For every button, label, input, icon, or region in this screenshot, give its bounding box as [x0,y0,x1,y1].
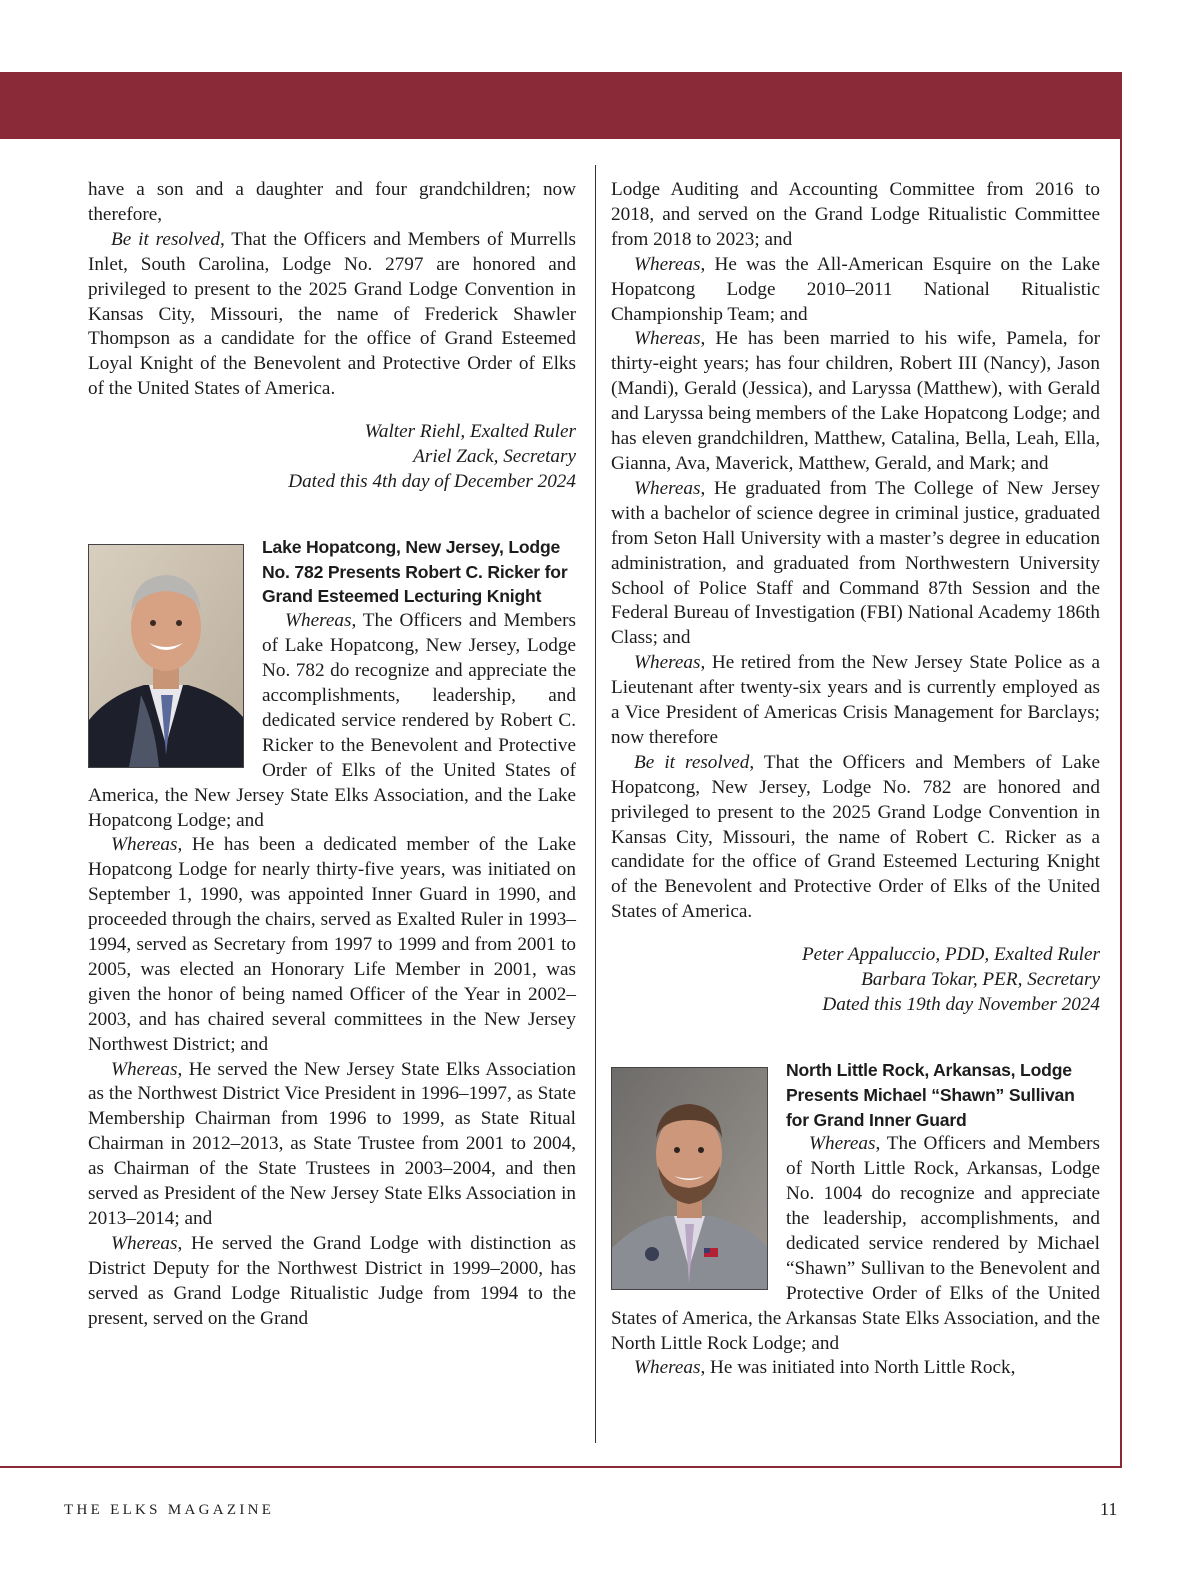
paragraph: Whereas, The Officers and Members of North Little Rock, Arkansas, Lodge No. 1004 do recognize and appreciate the leadership, accomplishments, and dedicated service rendered by Michael “Shawn” Sullivan to the Benevolent and Protective Order of Elks of the United States of America, the Arkansas State Elks Association, and the North Little Rock Lodge; and [611,1133,1100,1354]
portrait-michael-sullivan-icon [612,1068,767,1289]
portrait-robert-ricker-icon [89,545,243,767]
section-heading: Lake Hopatcong, New Jersey, Lodge No. 782 Presents Robert C. Ricker for Grand Esteemed Lecturing Knight [262,536,568,607]
paragraph: Whereas, He served the Grand Lodge with distinction as District Deputy for the Northwest District in 1999–2000, has served as Grand Lodge Ritualistic Judge from 1994 to the present, served on the Grand [88,1232,576,1329]
paragraph: Whereas, He was initiated into North Little Rock, [634,1357,1016,1379]
paragraph: Lodge Auditing and Accounting Committee from 2016 to 2018, and served on the Grand Lodge Ritualistic Committee from 2018 to 2023; and [611,179,1100,250]
page-number: 11 [1100,1499,1118,1519]
paragraph: Whereas, He graduated from The College of New Jersey with a bachelor of science degree in criminal justice, graduated from Seton Hall University with a master’s degree in education administration, and graduated from Northwestern University School of Police Staff and Command 87th Session and the Federal Bureau of Investigation (FBI) National Academy 186th Class; and [611,477,1100,649]
magazine-name: THE ELKS MAGAZINE [64,1502,275,1518]
signature-date: Dated this 19th day November 2024 [822,994,1100,1015]
header-band [0,72,1122,139]
signature-date: Dated this 4th day of December 2024 [288,470,576,492]
signature-block [611,943,1100,1018]
paragraph: Whereas, He was the All-American Esquire on the Lake Hopatcong Lodge 2010–2011 National Ritualistic Championship Team; and [611,253,1100,325]
portrait-photo [611,1067,768,1290]
paragraph: Whereas, He served the New Jersey State Elks Association as the Northwest District Vice President in 1996–1997, as State Membership Chairman from 1996 to 1999, as State Ritual Chairman in 2012–2013, as State Trustee from 2001 to 2004, as Chairman of the State Trustees in 2003–2004, and then served as President of the New Jersey State Elks Association in 2013–2014; and [88,1058,576,1230]
paragraph: Whereas, He has been a dedicated member of the Lake Hopatcong Lodge for nearly thirty-five years, was initiated on September 1, 1990, was appointed Inner Guard in 1990, and proceeded through the chairs, served as Exalted Ruler in 1993–1994, served as Secretary from 1997 to 1999 and from 2001 to 2005, was elected an Honorary Life Member in 2001, was given the honor of being named Officer of the Year in 2002–2003, and has chaired several committees in the New Jersey Northwest District; and [88,834,576,1055]
frame-bottom-rule [0,1466,1122,1468]
column-divider [595,165,596,1443]
portrait-photo [88,544,244,768]
section-heading: North Little Rock, Arkansas, Lodge Presents Michael “Shawn” Sullivan for Grand Inner Guard [786,1059,1075,1130]
right-column [611,178,1100,1381]
signature-line: Walter Riehl, Exalted Ruler [364,421,576,443]
signature-line: Ariel Zack, Secretary [413,446,576,468]
frame-right-rule [1120,138,1122,1468]
paragraph: Be it resolved, That the Officers and Members of Lake Hopatcong, New Jersey, Lodge No. 782 are honored and privileged to present to the 2025 Grand Lodge Convention in Kansas City, Missouri, the name of Robert C. Ricker as a candidate for the office of Grand Esteemed Lecturing Knight of the Benevolent and Protective Order of Elks of the United States of America. [611,751,1100,923]
signature-block [88,420,576,495]
signature-line: Peter Appaluccio, PDD, Exalted Ruler [801,944,1100,966]
paragraph: Whereas, He has been married to his wife, Pamela, for thirty-eight years; has four children, Robert III (Nancy), Jason (Mandi), Gerald (Jessica), and Laryssa (Matthew), with Gerald and Laryssa being members of the Lake Hopatcong Lodge; and has eleven grandchildren, Matthew, Catalina, Bella, Leah, Ella, Gianna, Ava, Maverick, Matthew, Gerald, and Mark; and [611,328,1100,474]
paragraph: Be it resolved, That the Officers and Members of Murrells Inlet, South Carolina, Lodge No. 2797 are honored and privileged to present to the 2025 Grand Lodge Convention in Kansas City, Missouri, the name of Frederick Shawler Thompson as a candidate for the office of Grand Esteemed Loyal Knight of the Benevolent and Protective Order of Elks of the United States of America. [88,228,576,400]
paragraph: Whereas, The Officers and Members of Lake Hopatcong, New Jersey, Lodge No. 782 do recognize and appreciate the accomplishments, leadership, and dedicated service rendered by Robert C. Ricker to the Benevolent and Protective Order of Elks of the United States of America, the New Jersey State Elks Association, and the Lake Hopatcong Lodge; and [88,610,576,831]
signature-line: Barbara Tokar, PER, Secretary [861,969,1100,991]
paragraph: have a son and a daughter and four grandchildren; now therefore, [88,179,576,225]
paragraph: Whereas, He retired from the New Jersey State Police as a Lieutenant after twenty-six years and is currently employed as a Vice President of Americas Crisis Management for Barclays; now therefore [611,652,1100,748]
left-column [88,178,576,1332]
